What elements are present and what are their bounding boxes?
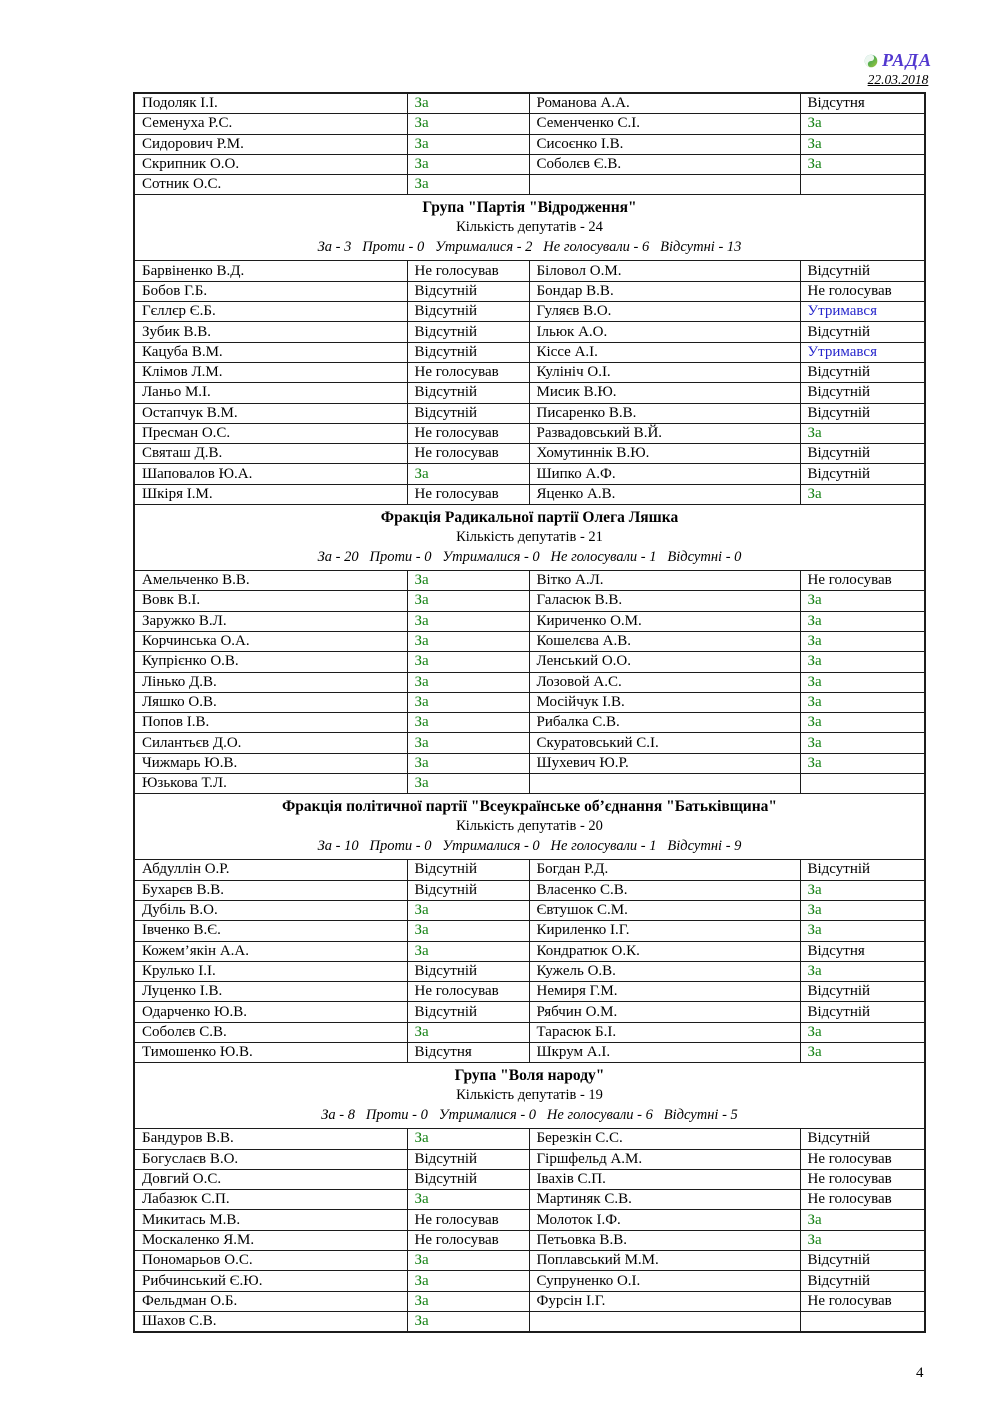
vote-cell: За: [800, 591, 925, 611]
vote-cell: Відсутній: [407, 342, 529, 362]
deputy-name-cell: Одарченко Ю.В.: [134, 1002, 407, 1022]
vote-cell: За: [407, 900, 529, 920]
table-row: [134, 383, 925, 403]
table-row: [134, 713, 925, 733]
table-row: [134, 1190, 925, 1210]
vote-cell: За: [800, 713, 925, 733]
deputy-name-cell: Романова А.А.: [529, 93, 800, 114]
vote-cell: Не голосував: [407, 362, 529, 382]
deputy-name-cell: Скуратовський С.І.: [529, 733, 800, 753]
deputy-name-cell: Кіссе А.І.: [529, 342, 800, 362]
table-row: [134, 342, 925, 362]
deputy-name-cell: Попов І.В.: [134, 713, 407, 733]
rada-logo-block: [864, 50, 932, 88]
vote-cell: За: [407, 114, 529, 134]
deputy-name-cell: Юзькова Т.Л.: [134, 774, 407, 794]
deputy-count: Кількість депутатів - 21: [456, 529, 603, 546]
vote-cell: За: [800, 484, 925, 504]
vote-cell: За: [800, 672, 925, 692]
table-row: [134, 1311, 925, 1332]
deputy-name-cell: Кондратюк О.К.: [529, 941, 800, 961]
vote-cell: Не голосував: [800, 1149, 925, 1169]
deputy-name-cell: Заружко В.Л.: [134, 611, 407, 631]
deputy-name-cell: Корчинська О.А.: [134, 631, 407, 651]
vote-cell: Не голосував: [800, 1169, 925, 1189]
vote-cell: За: [407, 774, 529, 794]
deputy-name-cell: Кужель О.В.: [529, 961, 800, 981]
vote-cell: За: [407, 134, 529, 154]
vote-cell: Відсутній: [800, 982, 925, 1002]
deputy-name-cell: Молоток І.Ф.: [529, 1210, 800, 1230]
vote-cell: Відсутній: [800, 1129, 925, 1149]
deputy-name-cell: Клімов Л.М.: [134, 362, 407, 382]
table-row: [134, 484, 925, 504]
table-row: [134, 1022, 925, 1042]
vote-cell: За: [407, 1129, 529, 1149]
deputy-name-cell: Сисоєнко І.В.: [529, 134, 800, 154]
vote-cell: [800, 175, 925, 195]
vote-cell: Відсутній: [407, 1169, 529, 1189]
table-row: [134, 1169, 925, 1189]
section-header-row: [134, 794, 925, 860]
vote-cell: За: [407, 713, 529, 733]
deputy-name-cell: Івченко В.Є.: [134, 921, 407, 941]
deputy-name-cell: Амельченко В.В.: [134, 571, 407, 591]
deputy-name-cell: Кириленко І.Г.: [529, 921, 800, 941]
vote-cell: Відсутній: [800, 1271, 925, 1291]
table-row: [134, 591, 925, 611]
deputy-name-cell: [529, 774, 800, 794]
section-header-cell: [134, 505, 925, 571]
deputy-name-cell: Семенченко С.І.: [529, 114, 800, 134]
deputy-count: Кількість депутатів - 24: [456, 219, 603, 236]
vote-cell: Відсутній: [800, 322, 925, 342]
vote-cell: За: [407, 753, 529, 773]
vote-cell: [800, 774, 925, 794]
deputy-name-cell: Семенуха Р.С.: [134, 114, 407, 134]
vote-cell: Відсутній: [407, 860, 529, 880]
table-row: [134, 1129, 925, 1149]
deputy-name-cell: Скрипник О.О.: [134, 154, 407, 174]
voting-results-table: [133, 92, 926, 1333]
vote-cell: За: [407, 1271, 529, 1291]
table-row: [134, 93, 925, 114]
deputy-name-cell: Євтушок С.М.: [529, 900, 800, 920]
deputy-name-cell: Соболєв Є.В.: [529, 154, 800, 174]
vote-cell: Відсутній: [800, 860, 925, 880]
deputy-name-cell: [529, 1311, 800, 1332]
vote-cell: За: [407, 733, 529, 753]
vote-cell: Не голосував: [800, 571, 925, 591]
vote-cell: Не голосував: [407, 1210, 529, 1230]
deputy-name-cell: Луценко І.В.: [134, 982, 407, 1002]
deputy-name-cell: Ланьо М.І.: [134, 383, 407, 403]
table-row: [134, 860, 925, 880]
vote-cell: За: [800, 900, 925, 920]
vote-cell: Відсутній: [407, 383, 529, 403]
vote-cell: Відсутня: [407, 1042, 529, 1062]
deputy-name-cell: Крулько І.І.: [134, 961, 407, 981]
table-row: [134, 362, 925, 382]
table-row: [134, 1251, 925, 1271]
section-header-cell: [134, 794, 925, 860]
table-row: [134, 982, 925, 1002]
vote-cell: Відсутній: [407, 302, 529, 322]
vote-cell: Відсутній: [407, 403, 529, 423]
vote-cell: За: [800, 961, 925, 981]
vote-cell: За: [407, 571, 529, 591]
vote-cell: За: [800, 134, 925, 154]
deputy-name-cell: Богуслаєв В.О.: [134, 1149, 407, 1169]
section-header-cell: [134, 195, 925, 261]
table-row: [134, 880, 925, 900]
table-row: [134, 961, 925, 981]
deputy-name-cell: Немиря Г.М.: [529, 982, 800, 1002]
table-row: [134, 261, 925, 281]
vote-cell: Відсутня: [800, 941, 925, 961]
faction-title: Група "Воля народу": [454, 1067, 605, 1085]
deputy-name-cell: Дубіль В.О.: [134, 900, 407, 920]
table-row: [134, 403, 925, 423]
vote-cell: За: [407, 652, 529, 672]
vote-summary-stats: За - 20 Проти - 0 Утрималися - 0 Не голосували - 1 Відсутні - 0: [317, 549, 742, 566]
vote-cell: За: [800, 733, 925, 753]
table-row: [134, 571, 925, 591]
vote-cell: За: [800, 1022, 925, 1042]
table-row: [134, 134, 925, 154]
deputy-name-cell: Мосійчук І.В.: [529, 692, 800, 712]
deputy-name-cell: Ленський О.О.: [529, 652, 800, 672]
vote-cell: За: [800, 921, 925, 941]
vote-cell: За: [407, 921, 529, 941]
table-row: [134, 900, 925, 920]
table-row: [134, 1271, 925, 1291]
vote-cell: Відсутня: [800, 93, 925, 114]
vote-cell: За: [407, 154, 529, 174]
deputy-name-cell: Святаш Д.В.: [134, 444, 407, 464]
table-row: [134, 1230, 925, 1250]
deputy-name-cell: Шкіря І.М.: [134, 484, 407, 504]
deputy-name-cell: Біловол О.М.: [529, 261, 800, 281]
deputy-name-cell: Рибалка С.В.: [529, 713, 800, 733]
deputy-name-cell: Фельдман О.Б.: [134, 1291, 407, 1311]
deputy-name-cell: Чижмарь Ю.В.: [134, 753, 407, 773]
deputy-name-cell: Писаренко В.В.: [529, 403, 800, 423]
vote-cell: Відсутній: [800, 403, 925, 423]
deputy-name-cell: Івахів С.П.: [529, 1169, 800, 1189]
vote-cell: Відсутній: [800, 444, 925, 464]
vote-cell: За: [800, 631, 925, 651]
faction-title: Фракція політичної партії "Всеукраїнське об’єднання "Батьківщина": [281, 798, 778, 816]
vote-cell: Не голосував: [407, 444, 529, 464]
deputy-name-cell: Остапчук В.М.: [134, 403, 407, 423]
vote-cell: За: [407, 1022, 529, 1042]
vote-cell: Утримався: [800, 302, 925, 322]
vote-cell: За: [800, 1042, 925, 1062]
vote-cell: Відсутній: [407, 1002, 529, 1022]
deputy-name-cell: Пресман О.С.: [134, 423, 407, 443]
deputy-name-cell: Кошелєва А.В.: [529, 631, 800, 651]
vote-cell: За: [407, 611, 529, 631]
vote-cell: За: [407, 631, 529, 651]
table-row: [134, 692, 925, 712]
table-row: [134, 631, 925, 651]
deputy-name-cell: Рябчин О.М.: [529, 1002, 800, 1022]
deputy-name-cell: Лозовой А.С.: [529, 672, 800, 692]
vote-cell: Відсутній: [800, 464, 925, 484]
table-row: [134, 444, 925, 464]
deputy-name-cell: Подоляк І.І.: [134, 93, 407, 114]
page-number: 4: [916, 1365, 924, 1381]
vote-cell: Не голосував: [800, 281, 925, 301]
deputy-name-cell: Купрієнко О.В.: [134, 652, 407, 672]
table-row: [134, 114, 925, 134]
vote-cell: За: [800, 753, 925, 773]
vote-cell: Не голосував: [407, 423, 529, 443]
vote-cell: За: [407, 1190, 529, 1210]
vote-cell: За: [800, 114, 925, 134]
deputy-name-cell: Богдан Р.Д.: [529, 860, 800, 880]
vote-cell: За: [407, 692, 529, 712]
table-row: [134, 175, 925, 195]
deputy-name-cell: Шаповалов Ю.А.: [134, 464, 407, 484]
table-row: [134, 921, 925, 941]
vote-summary-stats: За - 3 Проти - 0 Утрималися - 2 Не голосували - 6 Відсутні - 13: [317, 239, 742, 256]
faction-title: Фракція Радикальної партії Олега Ляшка: [380, 509, 679, 527]
vote-cell: За: [407, 1311, 529, 1332]
deputy-name-cell: Бобов Г.Б.: [134, 281, 407, 301]
deputy-name-cell: Шахов С.В.: [134, 1311, 407, 1332]
deputy-name-cell: Березкін С.С.: [529, 1129, 800, 1149]
deputy-count: Кількість депутатів - 20: [456, 818, 603, 835]
vote-cell: Відсутній: [407, 880, 529, 900]
deputy-name-cell: Москаленко Я.М.: [134, 1230, 407, 1250]
table-row: [134, 281, 925, 301]
vote-cell: За: [407, 93, 529, 114]
vote-cell: Не голосував: [407, 982, 529, 1002]
deputy-name-cell: Рибчинський Є.Ю.: [134, 1271, 407, 1291]
table-row: [134, 464, 925, 484]
vote-cell: За: [407, 1291, 529, 1311]
deputy-name-cell: Кожем’якін А.А.: [134, 941, 407, 961]
deputy-name-cell: Хомутиннік В.Ю.: [529, 444, 800, 464]
rada-sphere-icon: [864, 54, 878, 68]
deputy-name-cell: Сотник О.С.: [134, 175, 407, 195]
table-row: [134, 154, 925, 174]
faction-title: Група "Партія "Відродження": [422, 199, 637, 217]
deputy-name-cell: Мисик В.Ю.: [529, 383, 800, 403]
deputy-name-cell: Абдуллін О.Р.: [134, 860, 407, 880]
deputy-name-cell: Вітко А.Л.: [529, 571, 800, 591]
vote-table-body: [134, 93, 925, 1332]
vote-cell: Відсутній: [407, 322, 529, 342]
vote-cell: За: [800, 692, 925, 712]
deputy-name-cell: Бандуров В.В.: [134, 1129, 407, 1149]
table-row: [134, 302, 925, 322]
vote-cell: За: [800, 423, 925, 443]
table-row: [134, 1002, 925, 1022]
deputy-name-cell: Галасюк В.В.: [529, 591, 800, 611]
deputy-name-cell: Шкрум А.І.: [529, 1042, 800, 1062]
table-row: [134, 611, 925, 631]
vote-cell: За: [800, 154, 925, 174]
deputy-name-cell: Бухарєв В.В.: [134, 880, 407, 900]
deputy-name-cell: Гєллєр Є.Б.: [134, 302, 407, 322]
vote-cell: Не голосував: [407, 261, 529, 281]
deputy-count: Кількість депутатів - 19: [456, 1087, 603, 1104]
vote-cell: Відсутній: [800, 1251, 925, 1271]
table-row: [134, 941, 925, 961]
table-row: [134, 1291, 925, 1311]
vote-cell: [800, 1311, 925, 1332]
deputy-name-cell: Мартиняк С.В.: [529, 1190, 800, 1210]
deputy-name-cell: Микитась М.В.: [134, 1210, 407, 1230]
vote-cell: Не голосував: [407, 484, 529, 504]
vote-cell: За: [800, 1210, 925, 1230]
deputy-name-cell: [529, 175, 800, 195]
document-date: 22.03.2018: [867, 72, 929, 87]
rada-logo-line: [864, 50, 932, 71]
deputy-name-cell: Сидорович Р.М.: [134, 134, 407, 154]
deputy-name-cell: Шухевич Ю.Р.: [529, 753, 800, 773]
deputy-name-cell: Петьовка В.В.: [529, 1230, 800, 1250]
vote-cell: За: [800, 652, 925, 672]
vote-cell: За: [800, 880, 925, 900]
deputy-name-cell: Развадовський В.Й.: [529, 423, 800, 443]
vote-cell: Відсутній: [407, 1149, 529, 1169]
table-row: [134, 733, 925, 753]
deputy-name-cell: Кулініч О.І.: [529, 362, 800, 382]
vote-cell: За: [407, 1251, 529, 1271]
vote-cell: Відсутній: [407, 961, 529, 981]
vote-cell: Утримався: [800, 342, 925, 362]
deputy-name-cell: Супруненко О.І.: [529, 1271, 800, 1291]
deputy-name-cell: Довгий О.С.: [134, 1169, 407, 1189]
table-row: [134, 1042, 925, 1062]
deputy-name-cell: Зубик В.В.: [134, 322, 407, 342]
deputy-name-cell: Ільюк А.О.: [529, 322, 800, 342]
vote-cell: Відсутній: [800, 261, 925, 281]
vote-cell: За: [800, 1230, 925, 1250]
vote-cell: За: [407, 672, 529, 692]
vote-summary-stats: За - 10 Проти - 0 Утрималися - 0 Не голосували - 1 Відсутні - 9: [317, 838, 742, 855]
vote-cell: За: [407, 464, 529, 484]
vote-cell: За: [407, 175, 529, 195]
deputy-name-cell: Вовк В.І.: [134, 591, 407, 611]
section-header-row: [134, 1063, 925, 1129]
deputy-name-cell: Силантьєв Д.О.: [134, 733, 407, 753]
vote-cell: За: [800, 611, 925, 631]
deputy-name-cell: Шипко А.Ф.: [529, 464, 800, 484]
deputy-name-cell: Соболєв С.В.: [134, 1022, 407, 1042]
table-row: [134, 423, 925, 443]
vote-cell: Відсутній: [800, 1002, 925, 1022]
vote-cell: Не голосував: [800, 1291, 925, 1311]
deputy-name-cell: Лабазюк С.П.: [134, 1190, 407, 1210]
deputy-name-cell: Тарасюк Б.І.: [529, 1022, 800, 1042]
table-row: [134, 672, 925, 692]
table-row: [134, 1210, 925, 1230]
deputy-name-cell: Лінько Д.В.: [134, 672, 407, 692]
vote-cell: Відсутній: [407, 281, 529, 301]
vote-cell: За: [407, 941, 529, 961]
deputy-name-cell: Кириченко О.М.: [529, 611, 800, 631]
section-header-row: [134, 195, 925, 261]
section-header-cell: [134, 1063, 925, 1129]
deputy-name-cell: Тимошенко Ю.В.: [134, 1042, 407, 1062]
deputy-name-cell: Барвіненко В.Д.: [134, 261, 407, 281]
deputy-name-cell: Ляшко О.В.: [134, 692, 407, 712]
deputy-name-cell: Фурсін І.Г.: [529, 1291, 800, 1311]
deputy-name-cell: Власенко С.В.: [529, 880, 800, 900]
table-row: [134, 774, 925, 794]
deputy-name-cell: Гіршфельд А.М.: [529, 1149, 800, 1169]
rada-logo-text: РАДА: [882, 50, 932, 70]
deputy-name-cell: Кацуба В.М.: [134, 342, 407, 362]
vote-cell: За: [407, 591, 529, 611]
table-row: [134, 322, 925, 342]
deputy-name-cell: Гуляєв В.О.: [529, 302, 800, 322]
vote-cell: Відсутній: [800, 383, 925, 403]
table-row: [134, 753, 925, 773]
table-row: [134, 1149, 925, 1169]
vote-cell: Відсутній: [800, 362, 925, 382]
vote-cell: Не голосував: [800, 1190, 925, 1210]
section-header-row: [134, 505, 925, 571]
deputy-name-cell: Пономарьов О.С.: [134, 1251, 407, 1271]
vote-cell: Не голосував: [407, 1230, 529, 1250]
vote-summary-stats: За - 8 Проти - 0 Утрималися - 0 Не голосували - 6 Відсутні - 5: [321, 1107, 738, 1124]
deputy-name-cell: Бондар В.В.: [529, 281, 800, 301]
deputy-name-cell: Поплавський М.М.: [529, 1251, 800, 1271]
table-row: [134, 652, 925, 672]
deputy-name-cell: Яценко А.В.: [529, 484, 800, 504]
